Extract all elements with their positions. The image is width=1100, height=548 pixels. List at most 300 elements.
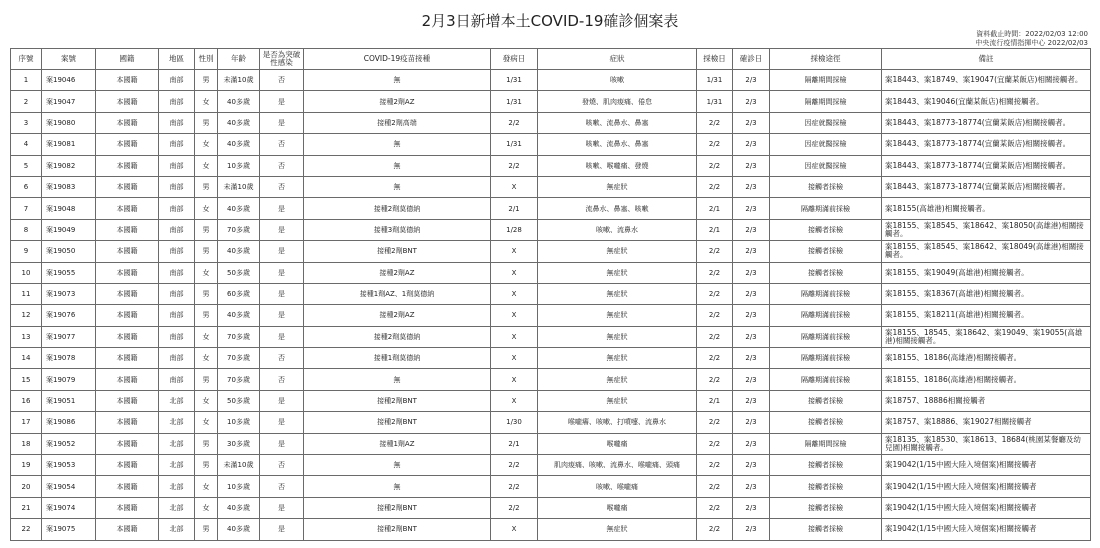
cell-confirm-date: 2/3 — [733, 219, 770, 240]
cell-test-route: 因症就醫採檢 — [770, 112, 882, 133]
cell-vaccination: 接種2劑高端 — [304, 112, 491, 133]
cell-breakthrough: 是 — [260, 326, 304, 347]
cell-breakthrough: 否 — [260, 70, 304, 91]
cell-symptoms: 無症狀 — [538, 348, 697, 369]
cell-sex: 女 — [195, 497, 218, 518]
cell-age: 40多歲 — [218, 134, 260, 155]
cell-sex: 男 — [195, 433, 218, 454]
header-index: 序號 — [11, 49, 42, 70]
header-age: 年齡 — [218, 49, 260, 70]
cell-nationality: 本國籍 — [96, 283, 159, 304]
cell-vaccination: 接種1劑AZ、1劑莫德納 — [304, 283, 491, 304]
cell-case-id: 案19073 — [42, 283, 96, 304]
header-test-route: 採檢途徑 — [770, 49, 882, 70]
cell-test-route: 接觸者採檢 — [770, 390, 882, 411]
cell-sex: 女 — [195, 198, 218, 219]
cell-test-date: 2/2 — [697, 412, 733, 433]
cell-test-date: 2/2 — [697, 176, 733, 197]
cell-onset-date: X — [491, 241, 538, 262]
cell-case-id: 案19082 — [42, 155, 96, 176]
cell-region: 南部 — [159, 219, 195, 240]
cell-case-id: 案19076 — [42, 305, 96, 326]
cell-region: 北部 — [159, 433, 195, 454]
cell-index: 19 — [11, 455, 42, 476]
cell-test-route: 接觸者採檢 — [770, 219, 882, 240]
cell-test-route: 隔離期滿前採檢 — [770, 369, 882, 390]
table-row — [11, 305, 1091, 326]
cell-remarks: 案18443、案18749、案19047(宜蘭某飯店)相關接觸者。 — [882, 70, 1091, 91]
cell-test-route: 因症就醫採檢 — [770, 134, 882, 155]
cell-confirm-date: 2/3 — [733, 476, 770, 497]
cell-breakthrough: 否 — [260, 134, 304, 155]
cell-nationality: 本國籍 — [96, 70, 159, 91]
cell-breakthrough: 是 — [260, 219, 304, 240]
cell-case-id: 案19054 — [42, 476, 96, 497]
cell-age: 未滿10歲 — [218, 70, 260, 91]
cell-remarks: 案18443、案18773-18774(宜蘭某飯店)相關接觸者。 — [882, 155, 1091, 176]
table-row — [11, 262, 1091, 283]
cell-breakthrough: 否 — [260, 155, 304, 176]
cell-case-id: 案19078 — [42, 348, 96, 369]
cell-index: 8 — [11, 219, 42, 240]
cell-age: 10多歲 — [218, 155, 260, 176]
cell-breakthrough: 否 — [260, 176, 304, 197]
cell-index: 2 — [11, 91, 42, 112]
cell-breakthrough: 是 — [260, 91, 304, 112]
cell-onset-date: X — [491, 283, 538, 304]
cell-symptoms: 無症狀 — [538, 519, 697, 540]
cell-confirm-date: 2/3 — [733, 262, 770, 283]
cell-onset-date: 1/30 — [491, 412, 538, 433]
cell-remarks: 案19042(1/15中國大陸入境個案)相關接觸者 — [882, 455, 1091, 476]
table-row — [11, 519, 1091, 540]
cell-breakthrough: 是 — [260, 262, 304, 283]
cell-index: 3 — [11, 112, 42, 133]
cell-symptoms: 咳嗽、喉嚨痛、發燒 — [538, 155, 697, 176]
cell-case-id: 案19079 — [42, 369, 96, 390]
table-row — [11, 241, 1091, 262]
cell-confirm-date: 2/3 — [733, 412, 770, 433]
cell-breakthrough: 是 — [260, 390, 304, 411]
cell-region: 南部 — [159, 305, 195, 326]
cell-test-date: 2/2 — [697, 369, 733, 390]
cell-case-id: 案19048 — [42, 198, 96, 219]
cell-sex: 女 — [195, 155, 218, 176]
cell-remarks: 案18155、18186(高雄港)相關接觸者。 — [882, 348, 1091, 369]
cell-test-date: 2/2 — [697, 476, 733, 497]
cell-breakthrough: 是 — [260, 198, 304, 219]
cell-confirm-date: 2/3 — [733, 369, 770, 390]
cell-test-route: 隔離期間採檢 — [770, 70, 882, 91]
cell-onset-date: X — [491, 369, 538, 390]
cell-nationality: 本國籍 — [96, 91, 159, 112]
cell-age: 70多歲 — [218, 326, 260, 347]
header-breakthrough: 是否為突破性感染 — [260, 49, 304, 70]
cell-test-date: 2/2 — [697, 433, 733, 454]
cell-confirm-date: 2/3 — [733, 497, 770, 518]
cell-region: 南部 — [159, 155, 195, 176]
cell-age: 60多歲 — [218, 283, 260, 304]
cell-symptoms: 無症狀 — [538, 283, 697, 304]
cell-confirm-date: 2/3 — [733, 348, 770, 369]
cell-vaccination: 接種2劑莫德納 — [304, 326, 491, 347]
cell-nationality: 本國籍 — [96, 497, 159, 518]
cell-case-id: 案19052 — [42, 433, 96, 454]
cell-symptoms: 咳嗽、喉嚨痛 — [538, 476, 697, 497]
cell-symptoms: 咳嗽 — [538, 70, 697, 91]
cell-remarks: 案18443、案19046(宜蘭某飯店)相關接觸者。 — [882, 91, 1091, 112]
cell-sex: 女 — [195, 412, 218, 433]
cell-symptoms: 無症狀 — [538, 305, 697, 326]
cell-region: 南部 — [159, 241, 195, 262]
cell-region: 北部 — [159, 390, 195, 411]
cell-sex: 女 — [195, 326, 218, 347]
cell-nationality: 本國籍 — [96, 198, 159, 219]
cell-test-date: 1/31 — [697, 70, 733, 91]
cell-remarks: 案18443、案18773-18774(宜蘭某飯店)相關接觸者。 — [882, 176, 1091, 197]
cell-age: 70多歲 — [218, 348, 260, 369]
table-row — [11, 369, 1091, 390]
cell-nationality: 本國籍 — [96, 262, 159, 283]
cell-age: 70多歲 — [218, 369, 260, 390]
cell-remarks: 案18155、案19049(高雄港)相關接觸者。 — [882, 262, 1091, 283]
cell-confirm-date: 2/3 — [733, 519, 770, 540]
cell-region: 南部 — [159, 91, 195, 112]
cell-index: 9 — [11, 241, 42, 262]
table-row — [11, 326, 1091, 347]
cell-breakthrough: 是 — [260, 241, 304, 262]
cell-onset-date: 1/31 — [491, 91, 538, 112]
cell-confirm-date: 2/3 — [733, 198, 770, 219]
cell-test-route: 接觸者採檢 — [770, 455, 882, 476]
table-row — [11, 455, 1091, 476]
cell-test-route: 接觸者採檢 — [770, 241, 882, 262]
cell-remarks: 案18155、案18545、案18642、案18049(高雄港)相關接觸者。 — [882, 241, 1091, 262]
cell-case-id: 案19080 — [42, 112, 96, 133]
cell-region: 北部 — [159, 519, 195, 540]
cell-remarks: 案18155、案18367(高雄港)相關接觸者。 — [882, 283, 1091, 304]
cell-vaccination: 接種2劑AZ — [304, 91, 491, 112]
cell-remarks: 案18155(高雄港)相關接觸者。 — [882, 198, 1091, 219]
cell-remarks: 案19042(1/15中國大陸入境個案)相關接觸者 — [882, 476, 1091, 497]
cell-vaccination: 接種2劑BNT — [304, 241, 491, 262]
cell-symptoms: 無症狀 — [538, 176, 697, 197]
cell-index: 11 — [11, 283, 42, 304]
cell-test-route: 接觸者採檢 — [770, 519, 882, 540]
cell-index: 17 — [11, 412, 42, 433]
cell-symptoms: 喉嚨痛 — [538, 497, 697, 518]
cell-remarks: 案18443、案18773-18774(宜蘭某飯店)相關接觸者。 — [882, 112, 1091, 133]
cell-vaccination: 接種1劑AZ — [304, 433, 491, 454]
cell-test-date: 2/2 — [697, 326, 733, 347]
cell-sex: 男 — [195, 283, 218, 304]
cell-symptoms: 流鼻水、鼻塞、咳嗽 — [538, 198, 697, 219]
table-row — [11, 155, 1091, 176]
cell-vaccination: 無 — [304, 455, 491, 476]
cell-test-route: 接觸者採檢 — [770, 262, 882, 283]
cell-symptoms: 發燒、肌肉痠痛、倦怠 — [538, 91, 697, 112]
cell-remarks: 案18757、18886相關接觸者 — [882, 390, 1091, 411]
cell-age: 40多歲 — [218, 91, 260, 112]
cell-onset-date: X — [491, 262, 538, 283]
table-row — [11, 112, 1091, 133]
cell-case-id: 案19049 — [42, 219, 96, 240]
header-region: 地區 — [159, 49, 195, 70]
cell-symptoms: 無症狀 — [538, 390, 697, 411]
cell-confirm-date: 2/3 — [733, 283, 770, 304]
cell-test-date: 2/2 — [697, 497, 733, 518]
cell-onset-date: 2/1 — [491, 433, 538, 454]
cell-sex: 女 — [195, 134, 218, 155]
cell-vaccination: 接種3劑莫德納 — [304, 219, 491, 240]
cell-onset-date: 1/31 — [491, 134, 538, 155]
cell-onset-date: X — [491, 326, 538, 347]
cell-symptoms: 咳嗽、流鼻水、鼻塞 — [538, 112, 697, 133]
cell-sex: 女 — [195, 348, 218, 369]
cell-age: 30多歲 — [218, 433, 260, 454]
cell-index: 14 — [11, 348, 42, 369]
cell-case-id: 案19051 — [42, 390, 96, 411]
table-row — [11, 412, 1091, 433]
cell-test-date: 2/2 — [697, 305, 733, 326]
cell-onset-date: X — [491, 390, 538, 411]
cell-test-date: 2/2 — [697, 134, 733, 155]
cell-nationality: 本國籍 — [96, 455, 159, 476]
cell-confirm-date: 2/3 — [733, 134, 770, 155]
header-test-date: 採檢日 — [697, 49, 733, 70]
cell-test-date: 2/2 — [697, 241, 733, 262]
cell-index: 4 — [11, 134, 42, 155]
page-title: 2月3日新增本土COVID-19確診個案表 — [421, 12, 679, 30]
cell-index: 6 — [11, 176, 42, 197]
header-remarks: 備註 — [882, 49, 1091, 70]
cell-age: 未滿10歲 — [218, 455, 260, 476]
table-header-row — [11, 49, 1091, 70]
cell-sex: 男 — [195, 455, 218, 476]
cell-nationality: 本國籍 — [96, 348, 159, 369]
cell-age: 40多歲 — [218, 519, 260, 540]
cell-remarks: 案18135、案18530、案18613、18684(桃園某餐廳及幼兒園)相關接觸者。 — [882, 433, 1091, 454]
cell-confirm-date: 2/3 — [733, 241, 770, 262]
cell-onset-date: 2/2 — [491, 155, 538, 176]
cell-onset-date: X — [491, 348, 538, 369]
cell-nationality: 本國籍 — [96, 241, 159, 262]
cell-sex: 男 — [195, 305, 218, 326]
cell-test-route: 隔離期間採檢 — [770, 433, 882, 454]
cell-confirm-date: 2/3 — [733, 455, 770, 476]
cell-test-route: 接觸者採檢 — [770, 497, 882, 518]
cell-test-route: 接觸者採檢 — [770, 176, 882, 197]
table-row — [11, 70, 1091, 91]
cell-index: 13 — [11, 326, 42, 347]
case-table — [10, 48, 1091, 541]
cell-sex: 男 — [195, 241, 218, 262]
cell-region: 南部 — [159, 283, 195, 304]
table-row — [11, 433, 1091, 454]
cell-vaccination: 無 — [304, 155, 491, 176]
table-row — [11, 176, 1091, 197]
cell-nationality: 本國籍 — [96, 519, 159, 540]
cell-symptoms: 咳嗽、流鼻水、鼻塞 — [538, 134, 697, 155]
cell-index: 22 — [11, 519, 42, 540]
cell-onset-date: 1/31 — [491, 70, 538, 91]
cell-onset-date: 1/28 — [491, 219, 538, 240]
cell-nationality: 本國籍 — [96, 326, 159, 347]
header-vaccination: COVID-19疫苗接種 — [304, 49, 491, 70]
cell-symptoms: 咳嗽、流鼻水 — [538, 219, 697, 240]
cell-sex: 女 — [195, 262, 218, 283]
report-meta — [975, 30, 1088, 48]
cell-breakthrough: 是 — [260, 433, 304, 454]
header-sex: 性別 — [195, 49, 218, 70]
cell-remarks: 案18155、18186(高雄港)相關接觸者。 — [882, 369, 1091, 390]
cell-breakthrough: 是 — [260, 283, 304, 304]
cell-region: 北部 — [159, 497, 195, 518]
cell-remarks: 案19042(1/15中國大陸入境個案)相關接觸者 — [882, 519, 1091, 540]
cell-test-route: 隔離期滿前採檢 — [770, 198, 882, 219]
cell-confirm-date: 2/3 — [733, 305, 770, 326]
table-row — [11, 198, 1091, 219]
cell-vaccination: 接種2劑AZ — [304, 262, 491, 283]
cell-nationality: 本國籍 — [96, 176, 159, 197]
cell-case-id: 案19083 — [42, 176, 96, 197]
cell-breakthrough: 否 — [260, 455, 304, 476]
cell-case-id: 案19077 — [42, 326, 96, 347]
cell-region: 南部 — [159, 326, 195, 347]
cell-region: 北部 — [159, 476, 195, 497]
cell-nationality: 本國籍 — [96, 219, 159, 240]
cell-index: 5 — [11, 155, 42, 176]
cell-region: 南部 — [159, 112, 195, 133]
cell-test-route: 隔離期滿前採檢 — [770, 348, 882, 369]
cell-index: 16 — [11, 390, 42, 411]
cell-index: 12 — [11, 305, 42, 326]
cell-age: 40多歲 — [218, 305, 260, 326]
cell-test-route: 隔離期間採檢 — [770, 91, 882, 112]
cell-confirm-date: 2/3 — [733, 326, 770, 347]
table-row — [11, 283, 1091, 304]
cell-test-route: 隔離期滿前採檢 — [770, 326, 882, 347]
cell-vaccination: 無 — [304, 176, 491, 197]
table-row — [11, 219, 1091, 240]
cell-index: 15 — [11, 369, 42, 390]
table-body — [11, 70, 1091, 541]
cell-onset-date: X — [491, 519, 538, 540]
cell-symptoms: 無症狀 — [538, 262, 697, 283]
cell-case-id: 案19053 — [42, 455, 96, 476]
table-row — [11, 497, 1091, 518]
cell-vaccination: 接種2劑BNT — [304, 390, 491, 411]
cell-breakthrough: 否 — [260, 369, 304, 390]
cell-confirm-date: 2/3 — [733, 112, 770, 133]
cell-age: 50多歲 — [218, 390, 260, 411]
cell-region: 南部 — [159, 369, 195, 390]
cell-remarks: 案18443、案18773-18774(宜蘭某飯店)相關接觸者。 — [882, 134, 1091, 155]
cell-region: 南部 — [159, 70, 195, 91]
cell-sex: 男 — [195, 219, 218, 240]
cell-remarks: 案18155、案18211(高雄港)相關接觸者。 — [882, 305, 1091, 326]
cell-breakthrough: 是 — [260, 112, 304, 133]
cell-test-date: 1/31 — [697, 91, 733, 112]
cell-onset-date: X — [491, 176, 538, 197]
cell-nationality: 本國籍 — [96, 369, 159, 390]
cell-test-date: 2/1 — [697, 390, 733, 411]
cell-nationality: 本國籍 — [96, 305, 159, 326]
cell-case-id: 案19075 — [42, 519, 96, 540]
cell-breakthrough: 是 — [260, 305, 304, 326]
cell-vaccination: 接種2劑BNT — [304, 497, 491, 518]
cell-sex: 女 — [195, 476, 218, 497]
cell-nationality: 本國籍 — [96, 412, 159, 433]
cell-vaccination: 接種2劑BNT — [304, 519, 491, 540]
cell-confirm-date: 2/3 — [733, 70, 770, 91]
cell-test-date: 2/1 — [697, 219, 733, 240]
cell-vaccination: 接種1劑莫德納 — [304, 348, 491, 369]
cell-index: 18 — [11, 433, 42, 454]
cell-breakthrough: 是 — [260, 412, 304, 433]
cell-remarks: 案19042(1/15中國大陸入境個案)相關接觸者 — [882, 497, 1091, 518]
cell-test-date: 2/2 — [697, 455, 733, 476]
cell-test-date: 2/1 — [697, 198, 733, 219]
cell-age: 未滿10歲 — [218, 176, 260, 197]
cell-age: 10多歲 — [218, 412, 260, 433]
cell-case-id: 案19074 — [42, 497, 96, 518]
cell-confirm-date: 2/3 — [733, 433, 770, 454]
cell-age: 40多歲 — [218, 497, 260, 518]
cell-remarks: 案18155、案18545、案18642、案18050(高雄港)相關接觸者。 — [882, 219, 1091, 240]
header-confirm-date: 確診日 — [733, 49, 770, 70]
cell-sex: 男 — [195, 70, 218, 91]
cell-case-id: 案19050 — [42, 241, 96, 262]
cell-sex: 男 — [195, 519, 218, 540]
cell-index: 10 — [11, 262, 42, 283]
cell-onset-date: X — [491, 305, 538, 326]
cell-confirm-date: 2/3 — [733, 176, 770, 197]
table-row — [11, 91, 1091, 112]
cell-index: 7 — [11, 198, 42, 219]
cell-onset-date: 2/2 — [491, 112, 538, 133]
cell-nationality: 本國籍 — [96, 390, 159, 411]
cell-region: 南部 — [159, 198, 195, 219]
table-row — [11, 476, 1091, 497]
cell-age: 50多歲 — [218, 262, 260, 283]
cell-breakthrough: 是 — [260, 497, 304, 518]
cell-breakthrough: 是 — [260, 519, 304, 540]
cell-breakthrough: 否 — [260, 348, 304, 369]
cell-onset-date: 2/2 — [491, 476, 538, 497]
cell-confirm-date: 2/3 — [733, 390, 770, 411]
header-symptoms: 症狀 — [538, 49, 697, 70]
cell-vaccination: 無 — [304, 70, 491, 91]
cell-symptoms: 無症狀 — [538, 241, 697, 262]
cell-onset-date: 2/2 — [491, 455, 538, 476]
cell-age: 10多歲 — [218, 476, 260, 497]
cell-nationality: 本國籍 — [96, 476, 159, 497]
cell-case-id: 案19081 — [42, 134, 96, 155]
cell-region: 南部 — [159, 176, 195, 197]
cell-confirm-date: 2/3 — [733, 91, 770, 112]
cell-region: 北部 — [159, 455, 195, 476]
cell-vaccination: 無 — [304, 369, 491, 390]
cell-confirm-date: 2/3 — [733, 155, 770, 176]
cell-sex: 男 — [195, 176, 218, 197]
cell-vaccination: 接種2劑AZ — [304, 305, 491, 326]
cell-region: 南部 — [159, 134, 195, 155]
cell-symptoms: 喉嚨癢、咳嗽、打噴嚏、流鼻水 — [538, 412, 697, 433]
table-row — [11, 348, 1091, 369]
cell-remarks: 案18155、18545、案18642、案19049、案19055(高雄港)相關接觸者。 — [882, 326, 1091, 347]
cell-index: 20 — [11, 476, 42, 497]
